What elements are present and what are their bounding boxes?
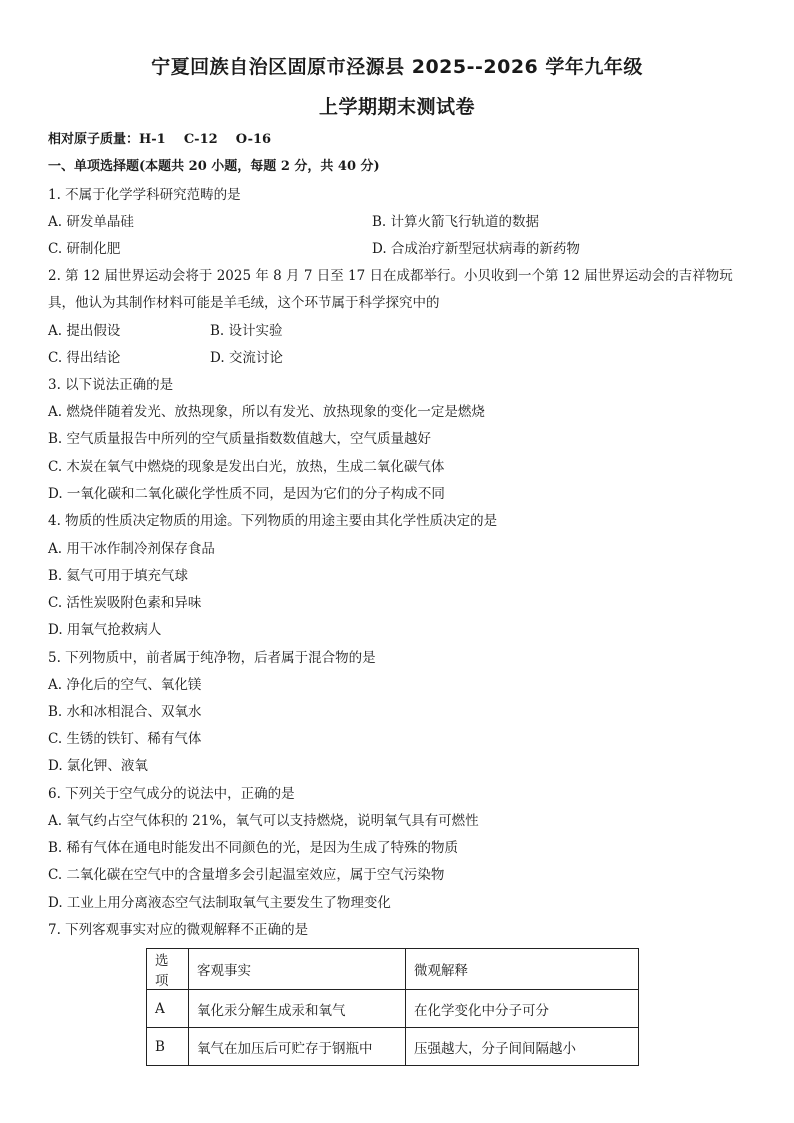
q4-option-b: B. 氦气可用于填充气球 (48, 568, 189, 584)
table-header-row (147, 949, 639, 990)
q5-option-d: D. 氯化钾、液氧 (48, 758, 148, 774)
q2-option-c: C. 得出结论 (48, 350, 121, 366)
q6-option-b: B. 稀有气体在通电时能发出不同颜色的光，是因为生成了特殊的物质 (48, 840, 459, 856)
table-cell: B (147, 1028, 189, 1066)
exam-title-line1: 宁夏回族自治区固原市泾源县 2025--2026 学年九年级 (151, 56, 643, 78)
table-header-cell: 微观解释 (406, 949, 639, 990)
q1-option-c: C. 研制化肥 (48, 241, 121, 257)
q6-option-a: A. 氧气约占空气体积的 21%，氧气可以支持燃烧，说明氧气具有可燃性 (48, 813, 479, 829)
q2-option-d: D. 交流讨论 (210, 350, 283, 366)
table-cell: 氧气在加压后可贮存于钢瓶中 (189, 1028, 406, 1066)
q1-option-a: A. 研发单晶硅 (48, 214, 134, 230)
section-heading: 一、单项选择题(本题共 20 小题，每题 2 分，共 40 分) (48, 159, 380, 174)
exam-title-line2: 上学期期末测试卷 (318, 96, 475, 118)
q3-option-d: D. 一氧化碳和二氧化碳化学性质不同，是因为它们的分子构成不同 (48, 486, 445, 502)
q5-option-a: A. 净化后的空气、氧化镁 (48, 677, 202, 693)
q4-option-d: D. 用氧气抢救病人 (48, 622, 162, 638)
q3-option-b: B. 空气质量报告中所列的空气质量指数数值越大，空气质量越好 (48, 431, 432, 447)
table-cell: 压强越大，分子间间隔越小 (406, 1028, 639, 1066)
q5-option-c: C. 生锈的铁钉、稀有气体 (48, 731, 202, 747)
table-cell: A (147, 990, 189, 1028)
q6-option-d: D. 工业上用分离液态空气法制取氧气主要发生了物理变化 (48, 895, 391, 911)
q2-stem-line2: 具，他认为其制作材料可能是羊毛绒，这个环节属于科学探究中的 (48, 295, 440, 311)
q1-option-b: B. 计算火箭飞行轨道的数据 (372, 214, 540, 230)
q6-stem: 6. 下列关于空气成分的说法中，正确的是 (48, 786, 295, 802)
q5-stem: 5. 下列物质中，前者属于纯净物，后者属于混合物的是 (48, 650, 376, 666)
q4-option-c: C. 活性炭吸附色素和异味 (48, 595, 202, 611)
atomic-mass-note: 相对原子质量：H-1 C-12 O-16 (48, 132, 272, 147)
q3-option-a: A. 燃烧伴随着发光、放热现象，所以有发光、放热现象的变化一定是燃烧 (48, 404, 485, 420)
q4-stem: 4. 物质的性质决定物质的用途。下列物质的用途主要由其化学性质决定的是 (48, 513, 498, 529)
q1-option-d: D. 合成治疗新型冠状病毒的新药物 (372, 241, 580, 257)
q3-option-c: C. 木炭在氧气中燃烧的现象是发出白光，放热，生成二氧化碳气体 (48, 459, 445, 475)
q6-option-c: C. 二氧化碳在空气中的含量增多会引起温室效应，属于空气污染物 (48, 867, 445, 883)
table-header-cell: 选项 (147, 949, 189, 990)
q2-option-b: B. 设计实验 (210, 323, 283, 339)
q2-stem-line1: 2. 第 12 届世界运动会将于 2025 年 8 月 7 日至 17 日在成都举行。小贝收到一个第 12 届世界运动会的吉祥物玩 (48, 268, 733, 284)
table-header-cell: 客观事实 (189, 949, 406, 990)
q4-option-a: A. 用干冰作制冷剂保存食品 (48, 541, 215, 557)
q1-stem: 1. 不属于化学学科研究范畴的是 (48, 187, 241, 203)
table-cell: 在化学变化中分子可分 (406, 990, 639, 1028)
q2-option-a: A. 提出假设 (48, 323, 121, 339)
q7-stem: 7. 下列客观事实对应的微观解释不正确的是 (48, 922, 309, 938)
table-cell: 氧化汞分解生成汞和氧气 (189, 990, 406, 1028)
table-row (147, 990, 639, 1028)
q5-option-b: B. 水和冰相混合、双氧水 (48, 704, 202, 720)
table-row (147, 1028, 639, 1066)
q3-stem: 3. 以下说法正确的是 (48, 377, 174, 393)
q7-table (146, 948, 639, 1066)
